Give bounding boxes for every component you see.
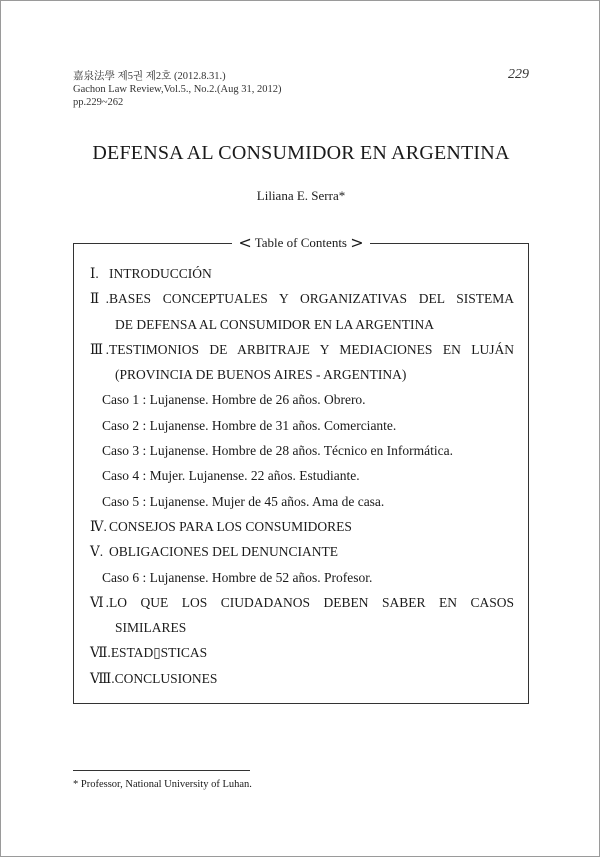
toc-item xyxy=(90,337,514,388)
toc-item xyxy=(90,539,514,564)
toc-item xyxy=(90,514,514,539)
toc-item-number: Ⅴ. xyxy=(90,544,104,560)
toc-item-number: Ⅷ. xyxy=(90,670,115,686)
toc-item-number: Ⅲ. xyxy=(90,341,109,357)
table-of-contents xyxy=(73,233,529,704)
toc-item-text: ESTAD▯STICAS xyxy=(110,645,208,661)
author-footnote: * Professor, National University of Luhan. xyxy=(73,779,252,790)
toc-item-number: Ⅱ. xyxy=(90,291,109,307)
toc-heading xyxy=(74,234,528,252)
toc-subitem: Caso 6 : Lujanense. Hombre de 52 años. Profesor. xyxy=(102,569,373,585)
toc-item-number: Ⅰ. xyxy=(90,266,99,281)
running-head xyxy=(73,70,282,109)
toc-subitem: Caso 5 : Lujanense. Mujer de 45 años. Ama de casa. xyxy=(102,493,385,509)
toc-subitem: Caso 1 : Lujanense. Hombre de 26 años. Obrero. xyxy=(102,392,366,408)
left-angle-bracket-icon: < xyxy=(238,233,252,252)
toc-heading-label: Table of Contents xyxy=(254,235,347,250)
author-name: Liliana E. Serra* xyxy=(256,188,346,203)
toc-item xyxy=(90,666,514,691)
toc-item-text: LO QUE LOS CIUDADANOS DEBEN SABER EN CASOS xyxy=(109,594,514,610)
toc-list xyxy=(90,261,514,691)
toc-item xyxy=(90,286,514,337)
page-range: pp.229~262 xyxy=(73,97,124,108)
article-title: DEFENSA AL CONSUMIDOR EN ARGENTINA xyxy=(92,142,510,164)
toc-subitem: Caso 2 : Lujanense. Hombre de 31 años. Comerciante. xyxy=(102,417,397,433)
toc-item-continuation: SIMILARES xyxy=(115,620,187,636)
toc-item xyxy=(90,590,514,641)
toc-item-continuation: DE DEFENSA AL CONSUMIDOR EN LA ARGENTINA xyxy=(115,316,435,332)
toc-item-number: Ⅵ. xyxy=(90,594,109,610)
toc-item-text: BASES CONCEPTUALES Y ORGANIZATIVAS DEL SISTEMA xyxy=(109,291,514,307)
footnote-rule xyxy=(73,770,250,771)
toc-subitem: Caso 3 : Lujanense. Hombre de 28 años. Técnico en Informática. xyxy=(102,443,454,459)
toc-item-continuation: (PROVINCIA DE BUENOS AIRES - ARGENTINA) xyxy=(115,367,407,383)
right-angle-bracket-icon: > xyxy=(350,233,364,252)
toc-item-text: CONSEJOS PARA LOS CONSUMIDORES xyxy=(109,518,352,534)
toc-item-text: TESTIMONIOS DE ARBITRAJE Y MEDIACIONES EN LUJÁN xyxy=(109,341,514,357)
toc-item-text: CONCLUSIONES xyxy=(114,670,218,686)
journal-english-line: Gachon Law Review,Vol.5., No.2.(Aug 31, 2012) xyxy=(73,84,282,95)
toc-item xyxy=(90,261,514,286)
toc-item-number: Ⅶ. xyxy=(90,645,111,661)
toc-subitem: Caso 4 : Mujer. Lujanense. 22 años. Estudiante. xyxy=(102,468,360,484)
toc-item xyxy=(90,640,514,665)
toc-item-number: Ⅳ. xyxy=(90,518,107,534)
journal-korean-line: 嘉泉法學 제5권 제2호 (2012.8.31.) xyxy=(73,71,226,82)
toc-item-text: INTRODUCCIÓN xyxy=(109,266,212,281)
toc-item-text: OBLIGACIONES DEL DENUNCIANTE xyxy=(109,544,338,560)
page-number: 229 xyxy=(508,67,529,82)
